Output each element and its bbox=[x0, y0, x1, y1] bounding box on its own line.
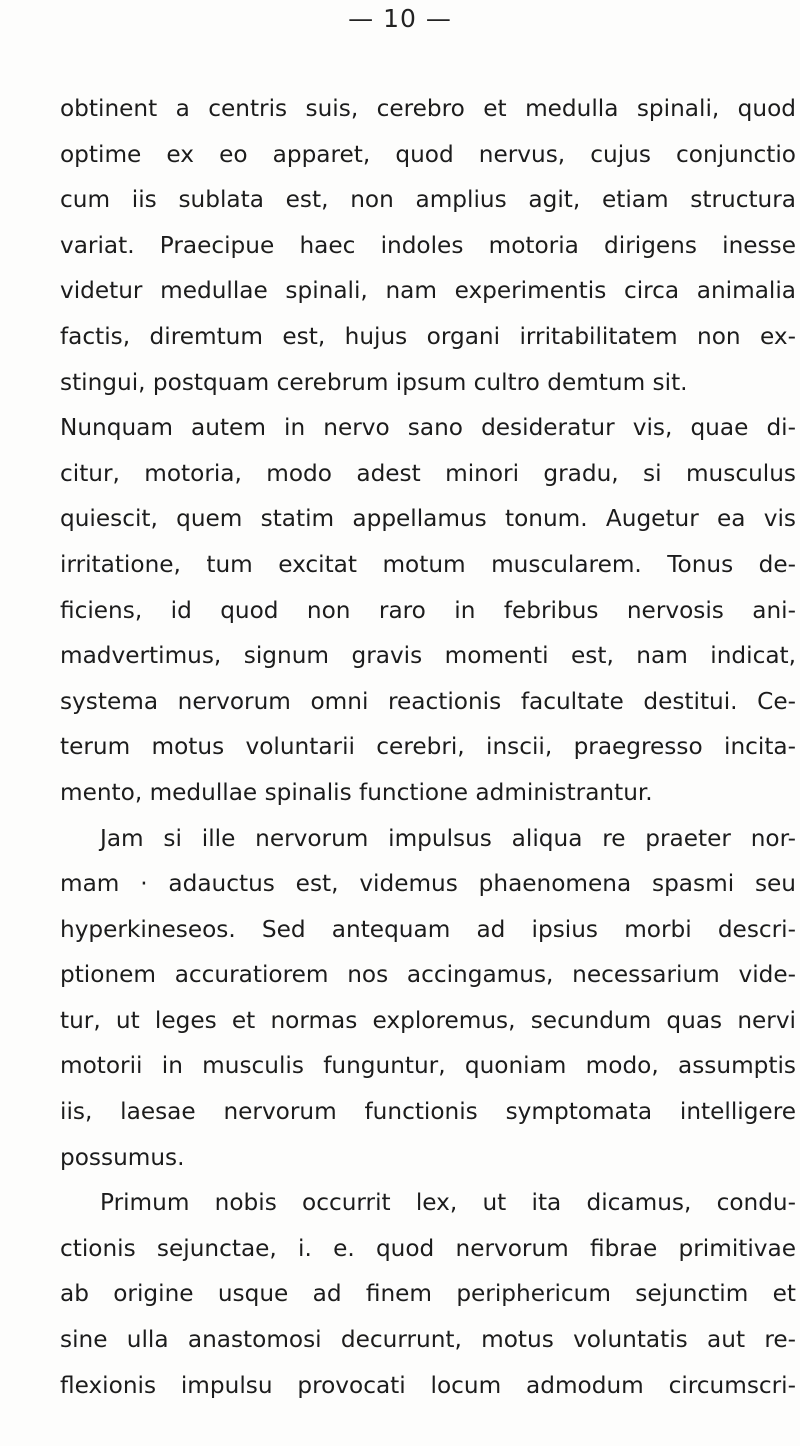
text-line: terum motus voluntarii cerebri, inscii, praegresso incita- bbox=[60, 733, 796, 761]
text-line: ab origine usque ad finem periphericum sejunctim et bbox=[60, 1280, 796, 1308]
text-line: factis, diremtum est, hujus organi irritabilitatem non ex- bbox=[60, 322, 796, 350]
text-line: variat. Praecipue haec indoles motoria dirigens inesse bbox=[60, 231, 796, 259]
text-line: optime ex eo apparet, quod nervus, cujus conjunctio bbox=[60, 140, 796, 168]
text-line: motorii in musculis funguntur, quoniam modo, assumptis bbox=[60, 1052, 796, 1080]
text-line: ctionis sejunctae, i. e. quod nervorum fibrae primitivae bbox=[60, 1234, 796, 1262]
text-line: stingui, postquam cerebrum ipsum cultro demtum sit. bbox=[60, 368, 688, 396]
text-line: hyperkineseos. Sed antequam ad ipsius morbi descri- bbox=[60, 915, 796, 943]
text-line: videtur medullae spinali, nam experimentis circa animalia bbox=[60, 277, 796, 305]
text-line: obtinent a centris suis, cerebro et medulla spinali, quod bbox=[60, 95, 796, 122]
paragraph-start-line: Primum nobis occurrit lex, ut ita dicamus, condu- bbox=[100, 1189, 796, 1217]
text-line: irritatione, tum excitat motum muscularem. Tonus de- bbox=[60, 550, 796, 578]
text-line: possumus. bbox=[60, 1143, 185, 1171]
page-number: — 10 — bbox=[348, 4, 452, 33]
text-line: sine ulla anastomosi decurrunt, motus voluntatis aut re- bbox=[60, 1326, 796, 1354]
text-line: cum iis sublata est, non amplius agit, etiam structura bbox=[60, 186, 796, 214]
text-line: ptionem accuratiorem nos accingamus, necessarium vide- bbox=[60, 961, 796, 989]
text-line: mam · adauctus est, videmus phaenomena spasmi seu bbox=[60, 870, 796, 898]
text-line: Nunquam autem in nervo sano desideratur vis, quae di- bbox=[60, 414, 796, 442]
paragraph-start-line: Jam si ille nervorum impulsus aliqua re praeter nor- bbox=[100, 824, 796, 852]
text-line: ficiens, id quod non raro in febribus nervosis ani- bbox=[60, 596, 796, 624]
text-line: iis, laesae nervorum functionis symptomata intelligere bbox=[60, 1098, 796, 1126]
text-line: systema nervorum omni reactionis facultate destitui. Ce- bbox=[60, 687, 796, 715]
text-line: madvertimus, signum gravis momenti est, nam indicat, bbox=[60, 642, 796, 670]
text-line: mento, medullae spinalis functione administrantur. bbox=[60, 778, 653, 806]
text-line: flexionis impulsu provocati locum admodum circumscri- bbox=[60, 1371, 796, 1399]
text-line: quiescit, quem statim appellamus tonum. Augetur ea vis bbox=[60, 505, 796, 533]
text-line: tur, ut leges et normas exploremus, secundum quas nervi bbox=[60, 1006, 796, 1034]
body-text bbox=[60, 92, 796, 1414]
text-line: citur, motoria, modo adest minori gradu, si musculus bbox=[60, 459, 796, 487]
